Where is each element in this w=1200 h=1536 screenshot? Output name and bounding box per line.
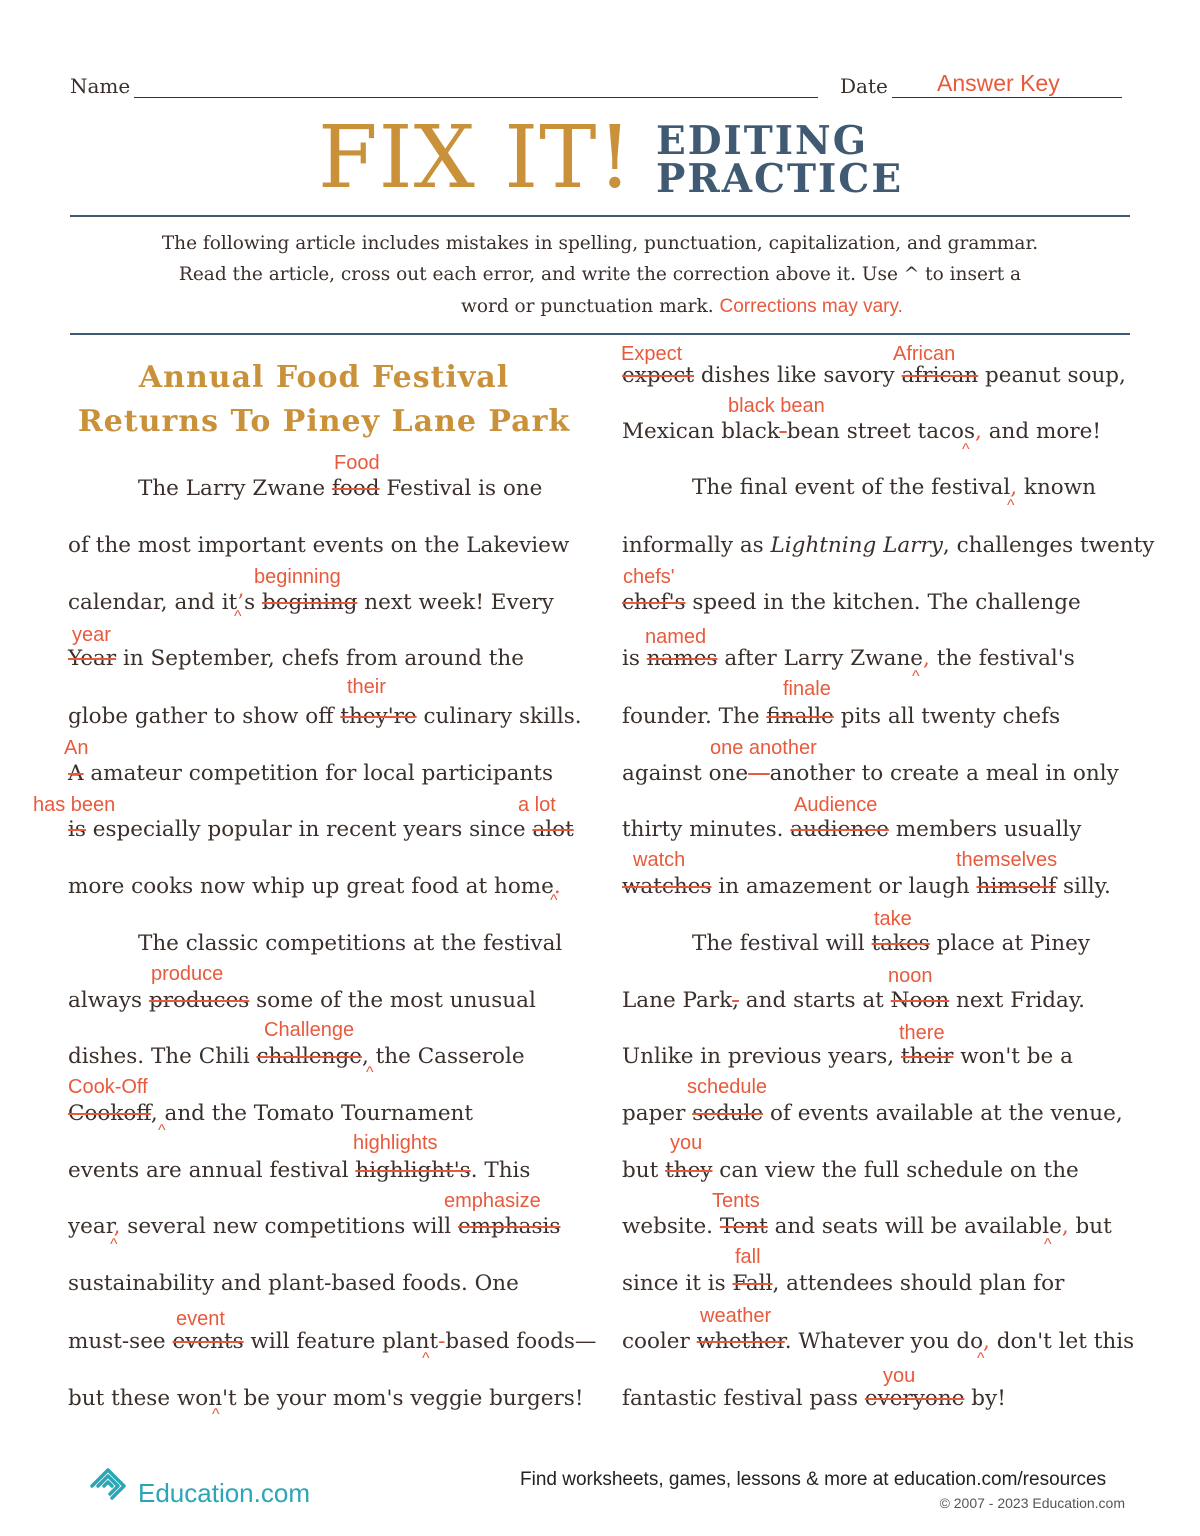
text: peanut soup, (978, 363, 1126, 388)
text: globe gather to show off (68, 704, 341, 729)
insert-comma: , (113, 1214, 121, 1239)
left-line-3 (68, 590, 554, 615)
name-label: Name (70, 74, 131, 98)
correction-african: African (893, 343, 956, 365)
text: amateur competition for local participants (83, 761, 554, 786)
brand-name: Education.com (138, 1478, 310, 1508)
text: cooler (622, 1329, 697, 1354)
caret-icon: ^ (1007, 497, 1015, 514)
right-p3-line-6 (622, 1214, 1112, 1239)
left-line-6 (68, 761, 553, 786)
insert-hyphen: - (438, 1329, 446, 1354)
error: A (68, 761, 84, 786)
error: Fall (732, 1271, 773, 1296)
text: in amazement or laugh (711, 874, 977, 899)
instructions-text: word or punctuation mark. (461, 296, 714, 317)
insert-apostrophe: ’ (237, 590, 245, 615)
error: everyone (864, 1386, 965, 1411)
text: Festival is one (379, 476, 543, 501)
right-p3-line-8 (622, 1329, 1134, 1354)
text: , attendees should plan for (772, 1271, 1065, 1296)
error: himself (976, 874, 1057, 899)
text: but (1068, 1214, 1112, 1239)
text: in September, chefs from around the (116, 646, 524, 671)
text: more cooks now whip up great food at home (68, 874, 554, 899)
correction-fall: fall (735, 1246, 761, 1268)
left-line-1 (138, 476, 542, 501)
text: calendar, and it (68, 590, 238, 615)
text: , challenges twenty (942, 533, 1155, 558)
insert-comma: , (983, 1329, 990, 1354)
correction-themselves: themselves (956, 849, 1058, 871)
error: food (331, 476, 380, 501)
left-p2-line-4 (68, 1101, 473, 1126)
error: watches (622, 874, 712, 899)
text: is (622, 646, 647, 671)
error: takes (871, 931, 930, 956)
caret-icon: ^ (977, 1350, 985, 1367)
correction-noon: noon (888, 965, 933, 987)
right-p2-line-6 (622, 761, 1119, 786)
text: place at Piney (929, 931, 1091, 956)
text: Mexican black (622, 419, 780, 444)
left-line-5 (68, 704, 582, 729)
correction-schedule: schedule (687, 1076, 768, 1098)
correction-one-another: one another (710, 737, 817, 759)
error: their (900, 1044, 954, 1069)
right-p2-line-4 (622, 646, 1075, 671)
text: founder. The (622, 704, 767, 729)
correction-their: their (347, 676, 386, 698)
left-line-4 (68, 646, 524, 671)
error: they're (340, 704, 417, 729)
error: challenge (256, 1044, 362, 1069)
correction-there: there (899, 1022, 945, 1044)
right-p2-line-3 (622, 590, 1081, 615)
footer-copyright: © 2007 - 2023 Education.com (939, 1495, 1125, 1511)
right-p3-line-3 (622, 1044, 1073, 1069)
caret-icon: ^ (158, 1122, 166, 1139)
correction-event: event (176, 1308, 225, 1330)
caret-icon: ^ (912, 668, 920, 685)
caret-icon: ^ (366, 1064, 374, 1081)
text: members usually (888, 817, 1082, 842)
left-line-7 (68, 817, 574, 842)
corrections-note: Corrections may vary. (719, 296, 903, 317)
correction-audience: Audience (794, 794, 878, 816)
article-title-line1: Annual Food Festival (138, 360, 510, 395)
error: emphasis (457, 1214, 561, 1239)
text: The final event of the festival (692, 475, 1011, 500)
footer-tagline[interactable]: Find worksheets, games, lessons & more at education.com/resources (520, 1469, 1107, 1490)
text: after Larry Zwane (717, 646, 924, 671)
text: and seats will be available (767, 1214, 1062, 1239)
text: The Larry Zwane (138, 476, 332, 501)
correction-highlights: highlights (353, 1132, 438, 1154)
right-line-2 (622, 419, 1101, 444)
text: thirty minutes. (622, 817, 791, 842)
text: dishes. The Chili (68, 1044, 257, 1069)
text: another to create a meal in only (769, 761, 1119, 786)
right-p2-line-7 (622, 817, 1081, 842)
error: events (172, 1329, 244, 1354)
text: s (244, 590, 262, 615)
error: alot (532, 817, 574, 842)
text: . Whatever you do (784, 1329, 984, 1354)
left-p2-line-9: but these won't be your mom's veggie burgers! (68, 1386, 584, 1411)
correction-a-lot: a lot (518, 794, 556, 816)
title-editing: EDITING (656, 118, 869, 164)
text: and starts at (738, 988, 891, 1013)
text: The festival will (692, 931, 872, 956)
correction-you-2: you (883, 1365, 916, 1387)
right-p3-line-4 (622, 1101, 1123, 1126)
date-label: Date (840, 74, 888, 98)
correction-challenge: Challenge (264, 1019, 355, 1041)
left-p2-line-2 (68, 988, 536, 1013)
text: several new competitions will (120, 1214, 458, 1239)
text: will feature plant (243, 1329, 439, 1354)
text: , and the Tomato Tournament (150, 1101, 474, 1126)
error: Year (68, 646, 117, 671)
right-line-1 (622, 363, 1126, 388)
left-p2-line-1: The classic competitions at the festival (138, 931, 563, 956)
text: dishes like savory (694, 363, 902, 388)
right-p2-line-1 (692, 475, 1096, 500)
error: produces (148, 988, 250, 1013)
text: especially popular in recent years since (85, 817, 533, 842)
text: against one (622, 761, 749, 786)
text: and more! (981, 419, 1101, 444)
text: Unlike in previous years, (622, 1044, 901, 1069)
error: Noon (890, 988, 950, 1013)
paperclip-icon (84, 1458, 134, 1508)
error: they (665, 1158, 713, 1183)
text: can view the full schedule on the (712, 1158, 1079, 1183)
correction-chefs: chefs' (623, 566, 675, 588)
text: don't let this (989, 1329, 1135, 1354)
right-p3-line-2 (622, 988, 1085, 1013)
page-title: FIX IT! (318, 108, 634, 208)
error: , (732, 988, 739, 1013)
text: bean street tacos (786, 419, 976, 444)
correction-produce: produce (151, 963, 224, 985)
text: some of the most unusual (249, 988, 536, 1013)
correction-take: take (874, 908, 912, 930)
text: speed in the kitchen. The challenge (685, 590, 1081, 615)
correction-you: you (670, 1132, 703, 1154)
error: begining (261, 590, 358, 615)
text: year (68, 1214, 114, 1239)
article-title-line2: Returns To Piney Lane Park (77, 404, 571, 439)
correction-black-bean: black bean (728, 395, 825, 417)
text: next week! Every (357, 590, 554, 615)
instructions-line1: The following article includes mistakes in spelling, punctuation, capitalization, and grammar. (161, 233, 1039, 254)
text: next Friday. (949, 988, 1085, 1013)
text: the festival's (929, 646, 1075, 671)
left-p2-line-6 (68, 1214, 560, 1239)
correction-emphasize: emphasize (444, 1190, 541, 1212)
name-field[interactable] (134, 97, 818, 98)
error: Cookoff (68, 1101, 151, 1126)
text: pits all twenty chefs (833, 704, 1061, 729)
text: website. (622, 1214, 720, 1239)
left-p2-line-3 (68, 1044, 525, 1069)
correction-named: named (645, 626, 707, 648)
left-p2-line-5 (68, 1158, 530, 1183)
correction-an: An (64, 737, 89, 759)
insert-period: . (553, 874, 561, 899)
right-p3-line-7 (622, 1271, 1064, 1296)
error: chef's (622, 590, 686, 615)
text: Lane Park (622, 988, 733, 1013)
title-practice: PRACTICE (656, 156, 904, 202)
correction-tents: Tents (712, 1190, 760, 1212)
caret-icon: ^ (1044, 1236, 1052, 1253)
caret-icon: ^ (422, 1350, 430, 1367)
right-p2-line-2 (622, 533, 1154, 558)
insert-comma: , (923, 646, 930, 671)
error: is (68, 817, 86, 842)
correction-weather: weather (700, 1305, 772, 1327)
education-logo[interactable] (84, 1458, 324, 1512)
caret-icon: ^ (212, 1406, 220, 1423)
left-line-2: of the most important events on the Lakeview (68, 533, 570, 558)
right-p2-line-5 (622, 704, 1060, 729)
caret-icon: ^ (550, 892, 558, 909)
text: since it is (622, 1271, 733, 1296)
text: culinary skills. (416, 704, 582, 729)
correction-food: Food (334, 452, 380, 474)
text: won't be a (953, 1044, 1073, 1069)
text: always (68, 988, 149, 1013)
error: Tent (719, 1214, 768, 1239)
text: informally as (622, 533, 771, 558)
text: based foods— (445, 1329, 597, 1354)
error: whether (696, 1329, 785, 1354)
error: — (748, 761, 770, 786)
error: - (779, 419, 787, 444)
left-line-8 (68, 874, 561, 899)
text: , the Casserole (361, 1044, 525, 1069)
correction-cook-off: Cook-Off (68, 1076, 148, 1098)
error: audience (790, 817, 889, 842)
text: by! (964, 1386, 1006, 1411)
error: african (901, 363, 979, 388)
text: must-see (68, 1329, 173, 1354)
answer-key-label: Answer Key (937, 70, 1060, 96)
date-field[interactable] (892, 97, 1122, 98)
correction-beginning: beginning (254, 566, 341, 588)
text: known (1017, 475, 1096, 500)
insert-comma: , (1010, 475, 1018, 500)
text: silly. (1056, 874, 1111, 899)
insert-comma: , (975, 419, 982, 444)
insert-comma: , (1061, 1214, 1069, 1239)
left-p2-line-7: sustainability and plant-based foods. One (68, 1271, 519, 1296)
caret-icon: ^ (110, 1236, 118, 1253)
correction-finale: finale (783, 678, 831, 700)
correction-watch: watch (633, 849, 686, 871)
text: fantastic festival pass (622, 1386, 865, 1411)
instructions-line2: Read the article, cross out each error, and write the correction above it. Use ^ to insert a (178, 264, 1022, 285)
right-p3-line-5 (622, 1158, 1079, 1183)
text: of events available at the venue, (763, 1101, 1123, 1126)
caret-icon: ^ (234, 608, 242, 625)
text: but (622, 1158, 666, 1183)
text: . This (470, 1158, 531, 1183)
error: sedule (692, 1101, 764, 1126)
error: expect (622, 363, 695, 388)
right-p2-line-8 (622, 874, 1111, 899)
instructions-line3 (461, 296, 903, 318)
text: events are annual festival (68, 1158, 356, 1183)
top-divider (70, 215, 1130, 217)
text: paper (622, 1101, 693, 1126)
instructions-divider (70, 333, 1130, 335)
correction-has-been: has been (33, 794, 116, 816)
caret-icon: ^ (962, 441, 970, 458)
italic-title: Lightning Larry (770, 533, 943, 558)
error: finalle (766, 704, 834, 729)
right-p3-line-1 (692, 931, 1090, 956)
right-p3-line-9 (622, 1386, 1006, 1411)
error: highlight's (355, 1158, 471, 1183)
error: names (646, 646, 718, 671)
correction-year: year (72, 624, 111, 646)
correction-expect: Expect (621, 343, 683, 365)
left-p2-line-8 (68, 1329, 596, 1354)
